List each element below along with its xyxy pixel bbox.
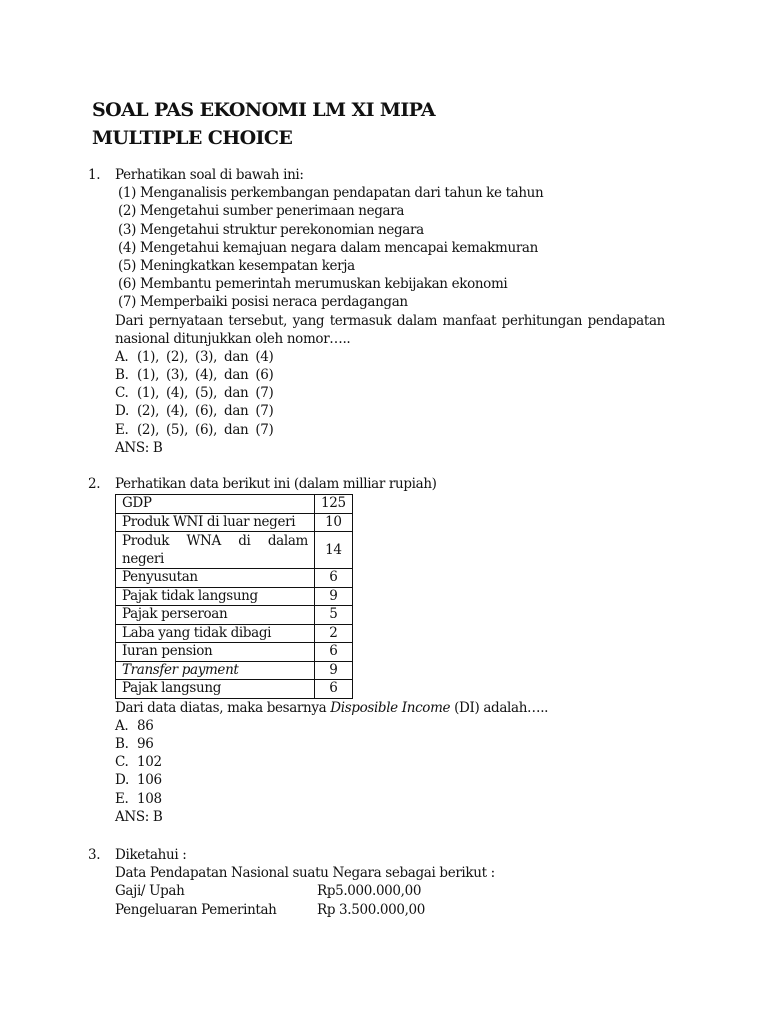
table-row	[116, 569, 353, 588]
table-row	[116, 532, 353, 569]
option-text: 106	[137, 772, 162, 789]
prompt-italic-term: Disposible Income	[330, 699, 451, 716]
question-1-prompt-line-1: Dari pernyataan tersebut, yang termasuk dalam manfaat perhitungan pendapatan	[115, 312, 665, 329]
option-b[interactable]	[115, 366, 688, 384]
statement-number: (5)	[118, 257, 137, 274]
table-label: GDP	[116, 495, 315, 514]
option-token: dan	[224, 367, 249, 384]
statement-7	[118, 293, 688, 311]
data-row	[115, 882, 688, 900]
table-label: Pajak langsung	[116, 680, 315, 699]
data-value: Rp5.000.000,00	[317, 883, 422, 900]
question-3-stem-row	[88, 846, 688, 864]
table-value: 14	[315, 532, 353, 569]
table-value: 10	[315, 513, 353, 532]
document-title	[92, 96, 435, 152]
option-a[interactable]	[115, 348, 688, 366]
option-token: dan	[224, 385, 249, 402]
option-token: (5),	[166, 421, 189, 438]
question-3-stem: Diketahui :	[115, 847, 187, 863]
option-e[interactable]	[115, 790, 688, 808]
option-token: dan	[224, 421, 249, 438]
table-row	[116, 643, 353, 662]
option-token: (1),	[137, 367, 160, 384]
option-c[interactable]	[115, 753, 688, 771]
option-token: (4),	[195, 367, 218, 384]
table-label-italic: Transfer payment	[122, 661, 239, 678]
table-value: 9	[315, 661, 353, 680]
table-label	[116, 661, 315, 680]
option-token: dan	[224, 348, 249, 365]
question-2-stem-row	[88, 475, 688, 493]
option-text: 108	[137, 790, 162, 807]
question-2-stem: Perhatikan data berikut ini (dalam milliar rupiah)	[115, 476, 437, 492]
statement-5	[118, 257, 688, 275]
option-letter: E.	[115, 790, 129, 807]
table-label-line-2: negeri	[122, 551, 164, 568]
option-letter: C.	[115, 385, 129, 402]
option-token: (7)	[255, 403, 274, 420]
table-label: Laba yang tidak dibagi	[116, 624, 315, 643]
table-row	[116, 661, 353, 680]
option-text: 86	[137, 717, 154, 734]
option-letter: B.	[115, 736, 129, 753]
option-letter: D.	[115, 403, 129, 420]
data-table	[115, 494, 353, 699]
question-2-number: 2.	[88, 476, 101, 492]
option-letter: A.	[115, 348, 129, 365]
data-value: Rp 3.500.000,00	[317, 901, 426, 918]
option-token: (6)	[255, 367, 274, 384]
statement-4	[118, 239, 688, 257]
question-1-number: 1.	[88, 167, 101, 183]
prompt-text: (DI) adalah…..	[450, 699, 549, 716]
table-value: 6	[315, 569, 353, 588]
table-value: 9	[315, 587, 353, 606]
option-token: (2),	[166, 348, 189, 365]
option-token: (2),	[137, 403, 160, 420]
table-row	[116, 606, 353, 625]
data-label: Gaji/ Upah	[115, 883, 185, 900]
question-1-stem: Perhatikan soal di bawah ini:	[115, 167, 304, 183]
option-token: (4),	[166, 385, 189, 402]
option-letter: A.	[115, 717, 129, 734]
statement-2	[118, 202, 688, 220]
label-word: dalam	[267, 533, 308, 550]
data-label: Pengeluaran Pemerintah	[115, 901, 277, 918]
statement-number: (1)	[118, 185, 137, 202]
table-label: Produk WNI di luar negeri	[116, 513, 315, 532]
option-c[interactable]	[115, 384, 688, 402]
table-row	[116, 495, 353, 514]
title-line-1: SOAL PAS EKONOMI LM XI MIPA	[92, 99, 436, 121]
option-token: (1),	[137, 385, 160, 402]
option-b[interactable]	[115, 735, 688, 753]
option-a[interactable]	[115, 717, 688, 735]
prompt-text: Dari data diatas, maka besarnya	[115, 699, 331, 716]
option-token: (3),	[166, 367, 189, 384]
statement-6	[118, 275, 688, 293]
option-token: (1),	[137, 348, 160, 365]
table-row	[116, 680, 353, 699]
option-letter: C.	[115, 754, 129, 771]
statement-text: Mengetahui sumber penerimaan negara	[140, 203, 405, 220]
statement-text: Memperbaiki posisi neraca perdagangan	[140, 294, 408, 311]
title-line-2: MULTIPLE CHOICE	[92, 127, 293, 149]
question-3-intro: Data Pendapatan Nasional suatu Negara sebagai berikut :	[115, 865, 495, 882]
question-1	[88, 166, 688, 457]
table-row	[116, 587, 353, 606]
statement-text: Menganalisis perkembangan pendapatan dari tahun ke tahun	[140, 185, 544, 202]
option-token: (6),	[195, 421, 218, 438]
table-label	[116, 532, 315, 569]
option-token: (4),	[166, 403, 189, 420]
data-row	[115, 901, 688, 919]
table-value: 2	[315, 624, 353, 643]
statement-number: (4)	[118, 239, 137, 256]
option-token: (7)	[255, 421, 274, 438]
question-1-stem-row	[88, 166, 688, 184]
table-label: Iuran pension	[116, 643, 315, 662]
question-3	[88, 846, 688, 919]
statement-text: Membantu pemerintah merumuskan kebijakan ekonomi	[140, 276, 508, 293]
table-label: Pajak perseroan	[116, 606, 315, 625]
statement-text: Meningkatkan kesempatan kerja	[140, 257, 355, 274]
question-1-answer: ANS: B	[115, 439, 163, 456]
label-word: Produk	[122, 533, 170, 550]
question-2-answer: ANS: B	[115, 808, 163, 825]
option-letter: B.	[115, 367, 129, 384]
option-letter: E.	[115, 421, 129, 438]
table-value: 6	[315, 643, 353, 662]
option-token: (2),	[137, 421, 160, 438]
option-token: (5),	[195, 385, 218, 402]
table-row	[116, 624, 353, 643]
question-1-prompt-line-2: nasional ditunjukkan oleh nomor…..	[115, 330, 351, 347]
question-2	[88, 475, 688, 826]
option-text: 96	[137, 736, 154, 753]
option-text: 102	[137, 754, 162, 771]
question-3-number: 3.	[88, 847, 101, 863]
option-d[interactable]	[115, 402, 688, 420]
table-value: 125	[315, 495, 353, 514]
statement-1	[118, 184, 688, 202]
statement-text: Mengetahui struktur perekonomian negara	[140, 221, 424, 238]
statement-number: (2)	[118, 203, 137, 220]
table-label: Penyusutan	[116, 569, 315, 588]
option-token: (4)	[255, 348, 274, 365]
label-word: WNA	[186, 533, 221, 550]
table-value: 5	[315, 606, 353, 625]
statement-3	[118, 221, 688, 239]
option-token: (6),	[195, 403, 218, 420]
option-letter: D.	[115, 772, 129, 789]
statement-text: Mengetahui kemajuan negara dalam mencapai kemakmuran	[140, 239, 538, 256]
statement-number: (7)	[118, 294, 137, 311]
option-token: (3),	[195, 348, 218, 365]
table-value: 6	[315, 680, 353, 699]
table-label-line-1	[122, 532, 308, 550]
option-e[interactable]	[115, 421, 688, 439]
table-row	[116, 513, 353, 532]
label-word: di	[238, 533, 251, 550]
option-token: (7)	[255, 385, 274, 402]
statement-number: (6)	[118, 276, 137, 293]
option-token: dan	[224, 403, 249, 420]
option-d[interactable]	[115, 771, 688, 789]
question-2-prompt	[115, 699, 688, 717]
statement-number: (3)	[118, 221, 137, 238]
table-label: Pajak tidak langsung	[116, 587, 315, 606]
